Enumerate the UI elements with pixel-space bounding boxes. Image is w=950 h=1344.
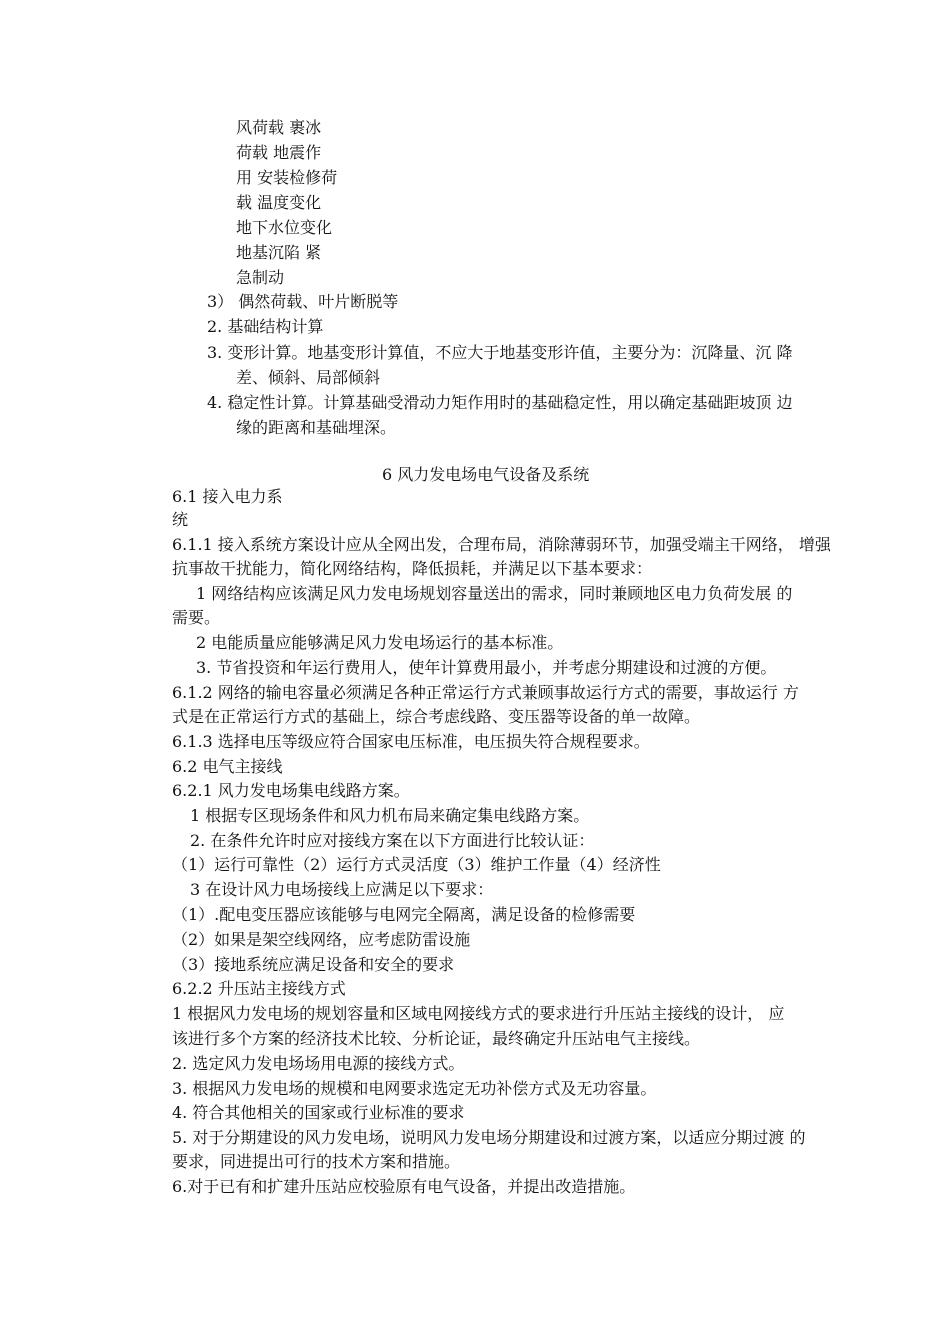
comparison-criteria: （1）运行可靠性（2）运行方式灵活度（3）维护工作量（4）经济性 xyxy=(172,855,661,874)
collector-requirement-3: （3）接地系统应满足设备和安全的要求 xyxy=(172,955,455,974)
section-heading-6-2: 6.2 电气主接线 xyxy=(172,757,283,776)
requirement-3: 3. 节省投资和年运行费用人，使年计算费用最小，并考虑分期建设和过渡的方便。 xyxy=(196,658,777,677)
paragraph-6-2-1: 6.2.1 风力发电场集电线路方案。 xyxy=(172,781,410,800)
main-wiring-3: 3. 根据风力发电场的规模和电网要求选定无功补偿方式及无功容量。 xyxy=(172,1079,657,1098)
main-wiring-4: 4. 符合其他相关的国家或行业标准的要求 xyxy=(172,1103,465,1122)
paragraph-6-1-3: 6.1.3 选择电压等级应符合国家电压标准，电压损失符合规程要求。 xyxy=(172,732,650,751)
section-heading-6-1: 6.1 接入电力系 xyxy=(172,487,283,506)
load-list-line: 载 温度变化 xyxy=(236,193,322,212)
load-list-line: 风荷载 裹冰 xyxy=(236,118,322,137)
deformation-calc-line1: 3. 变形计算。地基变形计算值，不应大于地基变形许值，主要分为：沉降量、沉 降 xyxy=(207,343,793,362)
main-wiring-2: 2. 选定风力发电场场用电源的接线方式。 xyxy=(172,1054,465,1073)
main-wiring-1-line2: 该进行多个方案的经济技术比较、分析论证，最终确定升压站电气主接线。 xyxy=(172,1029,701,1048)
collector-item-3: 3 在设计风力电场接线上应满足以下要求： xyxy=(190,880,494,899)
stability-calc-line1: 4. 稳定性计算。计算基础受滑动力矩作用时的基础稳定性，用以确定基础距坡顶 边 xyxy=(207,393,793,412)
accidental-load-item: 3） 偶然荷载、叶片断脱等 xyxy=(207,292,399,311)
requirement-1-line2: 需要。 xyxy=(172,608,221,627)
load-list-line: 用 安装检修荷 xyxy=(236,168,338,187)
deformation-calc-line2: 差、倾斜、局部倾斜 xyxy=(236,368,381,387)
collector-item-1: 1 根据专区现场条件和风力机布局来确定集电线路方案。 xyxy=(190,806,590,825)
load-list-line: 地基沉陷 紧 xyxy=(236,243,322,262)
collector-item-2: 2. 在条件允许时应对接线方案在以下方面进行比较认证： xyxy=(190,831,595,850)
load-list-line: 急制动 xyxy=(236,268,285,287)
collector-requirement-1: （1）.配电变压器应该能够与电网完全隔离，满足设备的检修需要 xyxy=(172,905,636,924)
paragraph-6-1-1-line1: 6.1.1 接入系统方案设计应从全网出发，合理布局，消除薄弱环节，加强受端主干网络， 增强 xyxy=(172,535,831,554)
main-wiring-5-line2: 要求，同进提出可行的技术方案和措施。 xyxy=(172,1152,461,1171)
paragraph-6-2-2: 6.2.2 升压站主接线方式 xyxy=(172,979,346,998)
paragraph-6-1-2-line1: 6.1.2 网络的输电容量必须满足各种正常运行方式兼顾事故运行方式的需要，事故运行 方 xyxy=(172,683,799,702)
load-list-line: 荷载 地震作 xyxy=(236,143,322,162)
paragraph-6-1-1-line2: 抗事故干扰能力，简化网络结构，降低损耗，并满足以下基本要求： xyxy=(172,559,653,578)
requirement-2: 2 电能质量应能够满足风力发电场运行的基本标准。 xyxy=(196,633,564,652)
section-heading-6-1-cont: 统 xyxy=(172,510,189,529)
requirement-1-line1: 1 网络结构应该满足风力发电场规划容量送出的需求，同时兼顾地区电力负荷发展 的 xyxy=(196,584,793,603)
main-wiring-6: 6.对于已有和扩建升压站应校验原有电气设备，并提出改造措施。 xyxy=(172,1177,636,1196)
chapter-title: 6 风力发电场电气设备及系统 xyxy=(382,465,590,484)
load-list-line: 地下水位变化 xyxy=(236,218,333,237)
main-wiring-5-line1: 5. 对于分期建设的风力发电场，说明风力发电场分期建设和过渡方案，以适应分期过渡 的 xyxy=(172,1128,806,1147)
main-wiring-1-line1: 1 根据风力发电场的规划容量和区域电网接线方式的要求进行升压站主接线的设计， 应 xyxy=(172,1004,785,1023)
foundation-calc-item: 2. 基础结构计算 xyxy=(207,317,324,336)
stability-calc-line2: 缘的距离和基础埋深。 xyxy=(236,418,397,437)
paragraph-6-1-2-line2: 式是在正常运行方式的基础上，综合考虑线路、变压器等设备的单一故障。 xyxy=(172,707,701,726)
collector-requirement-2: （2）如果是架空线网络，应考虑防雷设施 xyxy=(172,930,471,949)
